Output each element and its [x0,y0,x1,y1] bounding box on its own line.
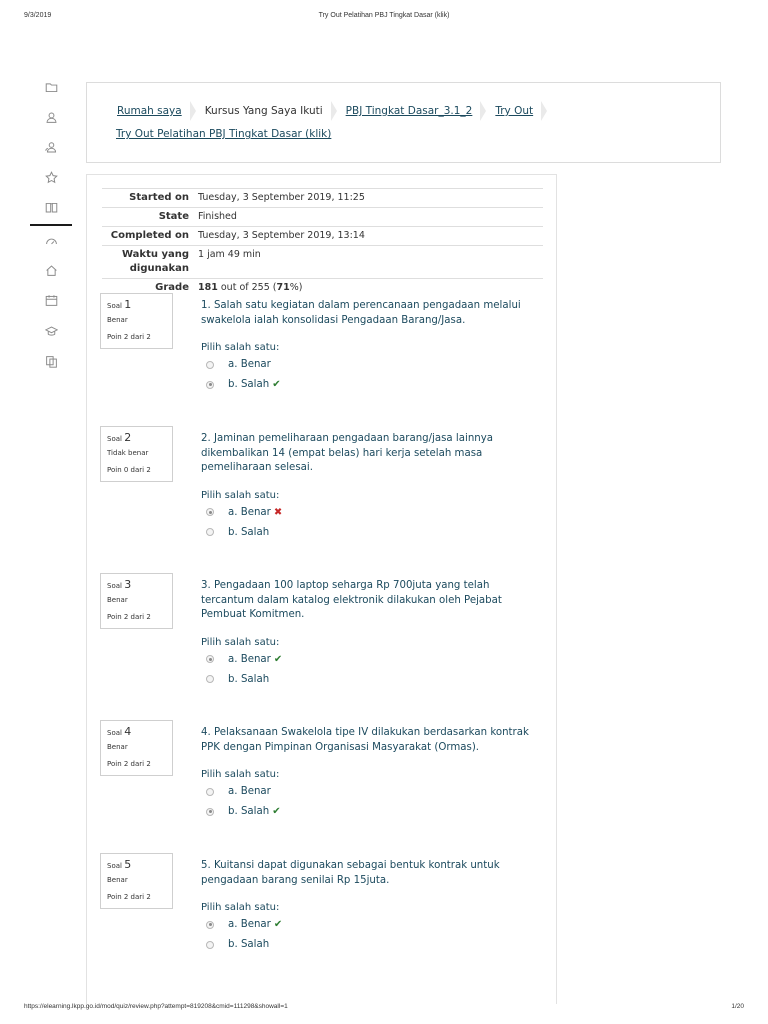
question-info-box [100,426,173,482]
answer-option[interactable] [206,786,271,797]
copy-icon[interactable] [30,350,72,372]
question-soal-label: Soal [107,435,122,443]
question-number [107,726,172,739]
summary-label: Grade [155,282,189,293]
attempt-summary-table [102,188,543,297]
print-url: https://elearning.lkpp.go.id/mod/quiz/review.php?attempt=819208&cmid=111298&showall=1 [24,1003,288,1010]
answer-radio[interactable] [206,675,214,683]
quiz-review-content [86,174,557,1004]
breadcrumb-card [86,82,721,163]
answer-label: b. Salah [228,379,270,390]
answer-radio[interactable] [206,508,214,516]
breadcrumb-separator [190,101,196,121]
answer-label: a. Benar [228,506,271,518]
question-text: 1. Salah satu kegiatan dalam perencanaan pengadaan melalui swakelola ialah konsolidasi Pengadaan Barang/Jasa. [201,300,521,326]
breadcrumb-separator [331,101,337,121]
answer-option[interactable] [206,359,271,370]
question-number-value: 5 [124,858,132,871]
question-state: Benar [107,316,128,324]
summary-row-time [102,245,543,278]
question-state: Benar [107,743,128,751]
answer-radio[interactable] [206,655,214,663]
question-prompt: Pilih salah satu: [201,636,280,648]
question-number-value: 4 [124,725,132,738]
graduation-cap-icon[interactable] [30,320,72,342]
question-number-value: 2 [124,431,132,444]
question-text: 2. Jaminan pemeliharaan pengadaan barang/jasa lainnya dikembalikan 14 (empat belas) hari kerja setelah masa pemeliharaan selesai. [201,433,494,473]
question-state: Tidak benar [107,449,149,457]
question-text: 4. Pelaksanaan Swakelola tipe IV dilakukan berdasarkan kontrak PPK dengan Pimpinan Organisasi Masyarakat (Ormas). [201,727,529,753]
question-grade: Poin 2 dari 2 [107,613,151,621]
grade-score: 181 [198,282,218,293]
question-soal-label: Soal [107,862,122,870]
answer-label: a. Benar [228,653,271,665]
question-number-value: 1 [124,298,132,311]
answer-radio[interactable] [206,808,214,816]
question-prompt: Pilih salah satu: [201,769,280,780]
breadcrumb-home[interactable]: Rumah saya [117,105,182,117]
answer-option[interactable] [206,527,269,538]
answer-label: b. Salah [228,939,270,950]
print-date: 9/3/2019 [24,12,52,19]
breadcrumb-my-courses: Kursus Yang Saya Ikuti [204,105,323,117]
answer-radio[interactable] [206,381,214,389]
answer-option[interactable] [206,654,282,665]
question-prompt: Pilih salah satu: [201,342,280,353]
breadcrumb-separator [541,101,547,121]
answer-option[interactable] [206,919,282,930]
summary-label: Completed on [110,230,189,241]
answer-label: a. Benar [228,786,271,797]
summary-value [198,281,543,295]
correct-check-icon: ✔ [273,653,283,665]
answer-label: a. Benar [228,919,271,930]
summary-label: Waktu yang digunakan [122,249,189,274]
question-soal-label: Soal [107,582,122,590]
correct-check-icon: ✔ [272,379,281,390]
answer-radio[interactable] [206,528,214,536]
calendar-icon[interactable] [30,289,72,311]
answer-option[interactable] [206,379,281,390]
summary-label: Started on [129,192,189,203]
grade-percent-sign: %) [289,282,303,293]
question-info-box [100,720,173,776]
answer-option[interactable] [206,806,281,817]
breadcrumb-current-quiz[interactable]: Try Out Pelatihan PBJ Tingkat Dasar (klik) [116,128,332,140]
question-grade: Poin 2 dari 2 [107,760,151,768]
print-title: Try Out Pelatihan PBJ Tingkat Dasar (klik) [318,12,450,19]
folder-icon[interactable] [30,76,72,98]
breadcrumb-try-out[interactable]: Try Out [495,105,534,117]
answer-option[interactable] [206,507,282,518]
summary-value: 1 jam 49 min [198,249,261,260]
question-grade: Poin 2 dari 2 [107,333,151,341]
breadcrumb-separator [480,101,486,121]
summary-value: Finished [198,211,237,222]
question-state: Benar [107,596,128,604]
user-group-icon[interactable] [30,136,72,158]
question-grade: Poin 0 dari 2 [107,466,151,474]
answer-option[interactable] [206,674,269,685]
question-grade: Poin 2 dari 2 [107,893,151,901]
question-prompt: Pilih salah satu: [201,902,280,913]
question-state: Benar [107,876,128,884]
answer-radio[interactable] [206,941,214,949]
question-info-box [100,293,173,349]
answer-label: a. Benar [228,359,271,370]
summary-value: Tuesday, 3 September 2019, 13:14 [198,230,365,241]
answer-radio[interactable] [206,921,214,929]
breadcrumb-course[interactable]: PBJ Tingkat Dasar_3.1_2 [345,105,473,117]
breadcrumb [117,101,556,121]
answer-radio[interactable] [206,361,214,369]
question-text: 5. Kuitansi dapat digunakan sebagai bentuk kontrak untuk pengadaan barang senilai Rp 15juta. [201,860,500,886]
answer-radio[interactable] [206,788,214,796]
summary-row-started [102,188,543,207]
summary-label: State [158,211,189,222]
question-number [107,299,172,312]
print-page-number: 1/20 [731,1003,744,1010]
answer-option[interactable] [206,939,269,950]
question-soal-label: Soal [107,729,122,737]
answer-label: b. Salah [228,526,270,538]
incorrect-cross-icon: ✖ [273,506,283,518]
summary-row-state [102,207,543,226]
answer-label: b. Salah [228,806,270,817]
correct-check-icon: ✔ [273,919,283,930]
summary-value: Tuesday, 3 September 2019, 11:25 [198,192,365,203]
question-info-box [100,573,173,629]
grade-total: out of 255 ( [217,282,277,293]
summary-row-completed [102,226,543,245]
users-icon[interactable] [30,106,72,128]
star-icon[interactable] [30,166,72,188]
question-text: 3. Pengadaan 100 laptop seharga Rp 700juta yang telah tercantum dalam katalog elektronik dilakukan oleh Pejabat Pembuat Komitmen. [201,580,502,620]
question-prompt: Pilih salah satu: [201,489,280,501]
question-number [107,859,172,872]
question-number [107,579,172,592]
grade-percent: 71 [276,282,290,293]
question-number [107,432,172,445]
question-number-value: 3 [124,578,132,591]
answer-label: b. Salah [228,673,270,685]
correct-check-icon: ✔ [272,806,281,817]
question-info-box [100,853,173,909]
book-icon[interactable] [30,196,72,218]
nav-active-indicator [30,224,72,226]
home-icon[interactable] [30,259,72,281]
question-soal-label: Soal [107,302,122,310]
dashboard-icon[interactable] [30,230,72,252]
